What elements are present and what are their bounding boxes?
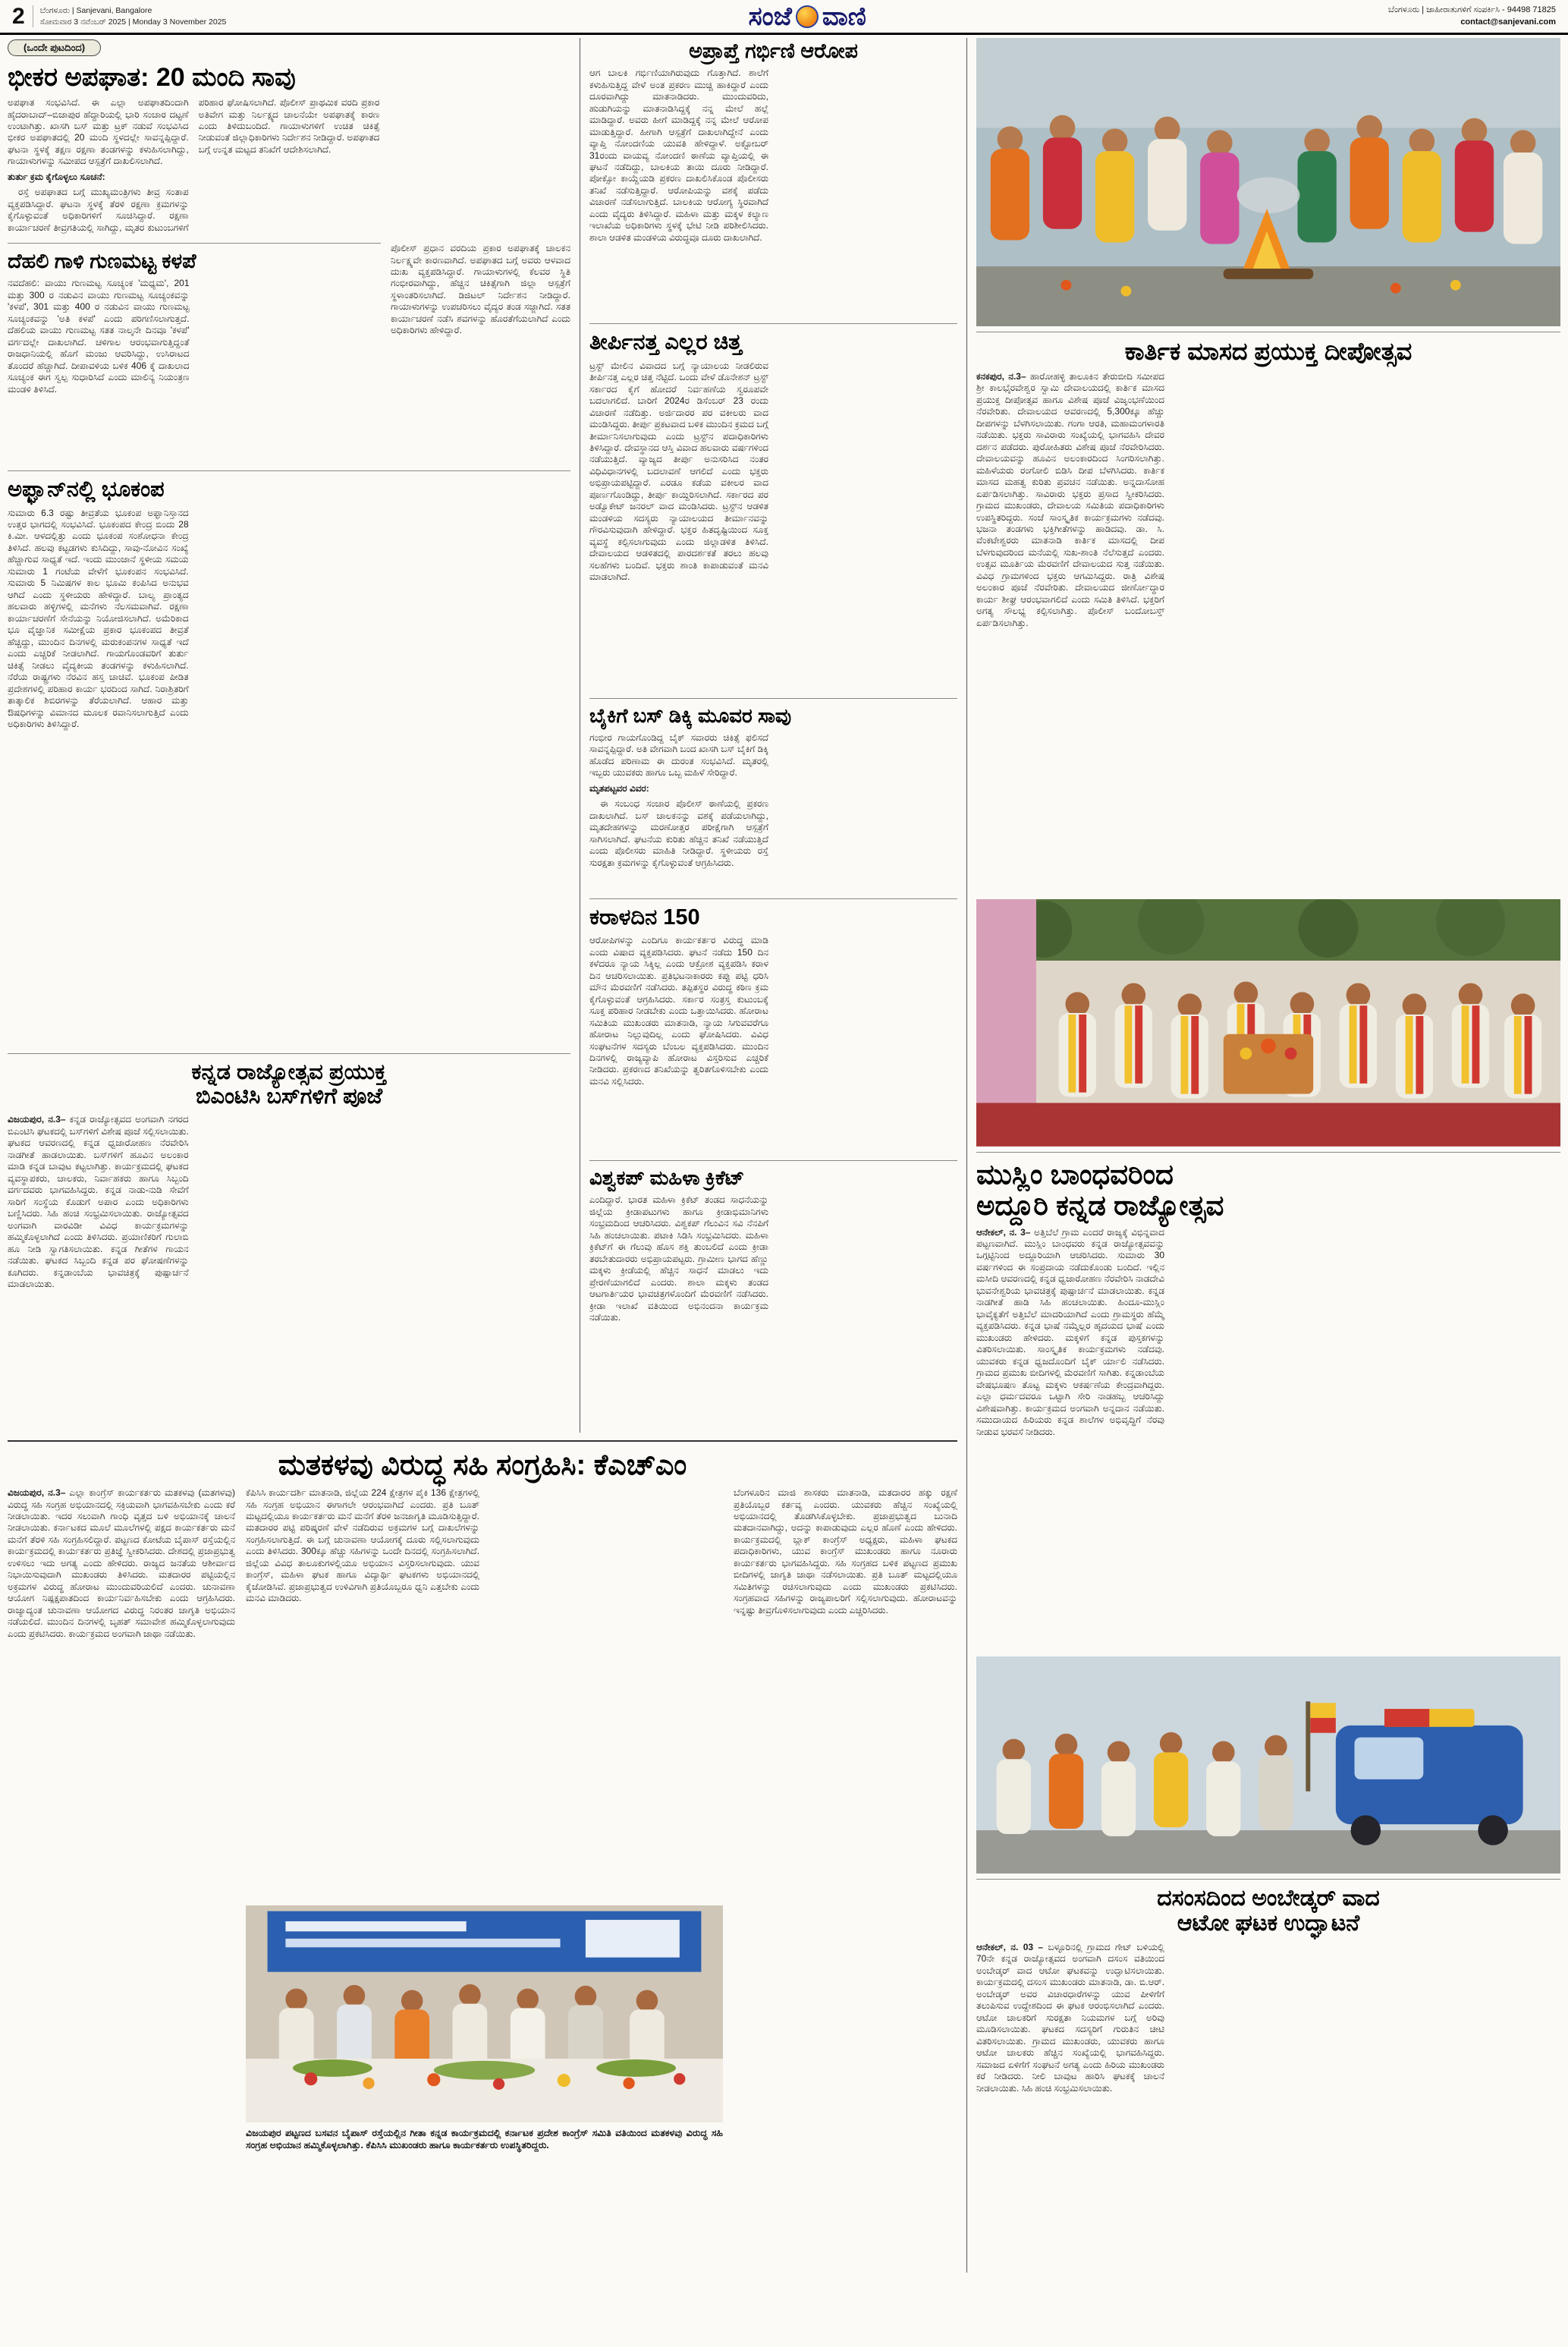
- edition-kannada: ಬೆಂಗಳೂರು: [39, 5, 70, 15]
- page-number: 2: [12, 3, 25, 29]
- article-muslim-headline-line1: ಮುಸ್ಲಿಂ ಬಾಂಧವರಿಂದ: [976, 1158, 1174, 1190]
- contact-email: contact@sanjevani.com: [1460, 17, 1556, 27]
- photo-rajyotsava-group-image: [976, 899, 1560, 1147]
- header-contact: [1388, 5, 1556, 29]
- article-khm-dateline: ವಿಜಯಪುರ, ನ.3–: [8, 1487, 66, 1499]
- article-khm-col1: ವಿಜಯಪುರ, ನ.3– ಎಲ್ಲಾ ಕಾಂಗ್ರೆಸ್ ಕಾರ್ಯಕರ್ತರು ಮತಕಳವು (ಮತಗಳವು) ವಿರುದ್ಧ ಸಹಿ ಸಂಗ್ರಹ ಅಭಿಯಾನದಲ್ಲಿ ಸಕ್ರಿಯವಾಗಿ ಭಾಗವಹಿಸಬೇಕು ಎಂದು ಕರೆ ನೀಡಲಾಯಿತು. ಇದರ ಸಲುವಾಗಿ ಗಾಂಧಿ ವೃತ್ತದ ಬಳಿ ಅಭಿಯಾನಕ್ಕೆ ಚಾಲನೆ ನೀಡಲಾಯಿತು. ಕರ್ನಾಟಕದ ಮೂಲೆ ಮೂಲೆಗಳಲ್ಲಿ ಪಕ್ಷದ ಕಾರ್ಯಕರ್ತರು ಮನೆ ಮನೆಗೆ ತೆರಳಿ ಸಹಿ ಸಂಗ್ರಹಿಸಲಿದ್ದಾರೆ. ಪಟ್ಟಣದ ಕೋಟೆಯ ಬೈಪಾಸ್ ರಸ್ತೆಯಲ್ಲಿನ ಕಾರ್ಯಕ್ರಮದಲ್ಲಿ ಕಾರ್ಯಕರ್ತರು ಪ್ರತಿಜ್ಞೆ ಸ್ವೀಕರಿಸಿದರು. ದೇಶದಲ್ಲಿ ಪ್ರಜಾಪ್ರಭುತ್ವ ಉಳಿಸಲು ಇದು ಅಗತ್ಯ ಎಂದು ಹೇಳಿದರು. ರಾಜ್ಯದ ಜನತೆಯ ಆಶೀರ್ವಾದ ನಿಭಾಯಿಸುವುದಾಗಿ ಮುಖಂಡರು ತಿಳಿಸಿದರು. ಮತದಾರರ ಪಟ್ಟಿಯಲ್ಲಿನ ಅಕ್ರಮಗಳ ವಿರುದ್ಧ ಹೋರಾಟ ಮುಂದುವರಿಯಲಿದೆ ಎಂದರು. ಚುನಾವಣಾ ಆಯೋಗ ನಿಷ್ಪಕ್ಷಪಾತದಿಂದ ಕಾರ್ಯನಿರ್ವಹಿಸಬೇಕು ಎಂದು ಆಗ್ರಹಿಸಿದರು. ರಾಜ್ಯಾದ್ಯಂತ ಚುನಾವಣಾ ಆಯೋಗದ ವಿರುದ್ಧ ನಿರಂತರ ಜಾಗೃತಿ ಅಭಿಯಾನ ನಡೆಯಲಿದೆ. ಮುಂದಿನ ದಿನಗಳಲ್ಲಿ ಬೃಹತ್ ಸಮಾವೇಶ ಹಮ್ಮಿಕೊಳ್ಳಲಾಗುವುದು ಎಂದು ಪ್ರಕಟಿಸಿದರು. ಕಾರ್ಯಕ್ರಮದ ಅಂಗವಾಗಿ ಜಾಥಾ ನಡೆಯಿತು.: [8, 1487, 235, 1639]
- page-header: [0, 0, 1568, 35]
- article-karala-body: ಆರೋಪಿಗಳನ್ನು ಎಂದಿಗೂ ಕಾರ್ಯಕರ್ತರ ವಿರುದ್ಧ ಮಾಡಿ ಎಂದು ವಿಷಾದ ವ್ಯಕ್ತಪಡಿಸಿದರು. ಘಟನೆ ನಡೆದು 150 ದಿನ ಕಳೆದರೂ ನ್ಯಾಯ ಸಿಕ್ಕಿಲ್ಲ ಎಂದು ಆಕ್ರೋಶ ವ್ಯಕ್ತಪಡಿಸಿ ಕರಾಳ ದಿನ ಆಚರಿಸಲಾಯಿತು. ಪ್ರತಿಭಟನಾಕಾರರು ಕಪ್ಪು ಪಟ್ಟಿ ಧರಿಸಿ ಮೌನ ಮೆರವಣಿಗೆ ನಡೆಸಿದರು. ತಪ್ಪಿತಸ್ಥರ ವಿರುದ್ಧ ಕಠಿಣ ಕ್ರಮ ಕೈಗೊಳ್ಳುವಂತೆ ಆಗ್ರಹಿಸಿದರು. ಸರ್ಕಾರ ಸಂತ್ರಸ್ತ ಕುಟುಂಬಕ್ಕೆ ಸೂಕ್ತ ಪರಿಹಾರ ನೀಡಬೇಕು ಎಂದು ಒತ್ತಾಯಿಸಿದರು. ಹೋರಾಟ ಸಮಿತಿಯ ಮುಖಂಡರು ಮಾತನಾಡಿ, ನ್ಯಾಯ ಸಿಗುವವರೆಗೂ ಹೋರಾಟ ನಿಲ್ಲುವುದಿಲ್ಲ ಎಂದು ಘೋಷಿಸಿದರು. ವಿವಿಧ ಸಂಘಟನೆಗಳ ಸದಸ್ಯರು ಬೆಂಬಲ ವ್ಯಕ್ತಪಡಿಸಿದರು. ಮುಂದಿನ ದಿನಗಳಲ್ಲಿ ರಾಜ್ಯವ್ಯಾಪಿ ಹೋರಾಟ ವಿಸ್ತರಿಸುವ ಎಚ್ಚರಿಕೆ ನೀಡಿದರು. ಪ್ರಕರಣದ ತನಿಖೆಯನ್ನು ತ್ವರಿತಗೊಳಿಸಬೇಕು ಎಂದು ಮನವಿ ಸಲ್ಲಿಸಿದರು.: [589, 935, 768, 1087]
- article-kartika-body: ಕನಕಪುರ, ನ.3– ಹಾರೋಹಳ್ಳಿ ತಾಲೂಕಿನ ತೇರುಬೀದಿ ಸಮೀಪದ ಶ್ರೀ ಕಾಲಭೈರವೇಶ್ವರ ಸ್ವಾಮಿ ದೇವಾಲಯದಲ್ಲಿ ಕಾರ್ತಿಕ ಮಾಸದ ಪ್ರಯುಕ್ತ ದೀಪೋತ್ಸವ ಹಾಗೂ ವಿಶೇಷ ಪೂಜೆ ವಿಜೃಂಭಣೆಯಿಂದ ನೆರವೇರಿತು. ದೇವಾಲಯದ ಆವರಣದಲ್ಲಿ 5,300ಕ್ಕೂ ಹೆಚ್ಚು ದೀಪಗಳನ್ನು ಬೆಳಗಿಸಲಾಯಿತು. ಗಂಗಾ ಆರತಿ, ಮಹಾಮಂಗಳಾರತಿ ನಡೆಯಿತು. ಭಕ್ತರು ಸಾವಿರಾರು ಸಂಖ್ಯೆಯಲ್ಲಿ ಭಾಗವಹಿಸಿ ದೇವರ ದರ್ಶನ ಪಡೆದರು. ಪುರೋಹಿತರು ವಿಶೇಷ ಪೂಜೆ ನೆರವೇರಿಸಿದರು. ದೇವಾಲಯವನ್ನು ಹೂವಿನ ಅಲಂಕಾರದಿಂದ ಸಿಂಗರಿಸಲಾಗಿತ್ತು. ಮಹಿಳೆಯರು ರಂಗೋಲಿ ಬಿಡಿಸಿ ದೀಪ ಬೆಳಗಿಸಿದರು. ಕಾರ್ತಿಕ ಮಾಸದ ಮಹತ್ವ ಕುರಿತು ಪ್ರವಚನ ನಡೆಯಿತು. ಅನ್ನದಾಸೋಹ ಏರ್ಪಡಿಸಲಾಗಿತ್ತು. ಸಾವಿರಾರು ಭಕ್ತರು ಪ್ರಸಾದ ಸ್ವೀಕರಿಸಿದರು. ಗ್ರಾಮದ ಮುಖಂಡರು, ದೇವಾಲಯ ಸಮಿತಿಯ ಪದಾಧಿಕಾರಿಗಳು ಉಪಸ್ಥಿತರಿದ್ದರು. ಸಂಜೆ ಸಾಂಸ್ಕೃತಿಕ ಕಾರ್ಯಕ್ರಮಗಳು ನಡೆದವು. ಭಜನಾ ತಂಡಗಳು ಭಕ್ತಿಗೀತೆಗಳನ್ನು ಹಾಡಿದವು. ಡಾ. ಸಿ. ವೆಂಕಟೇಶ್ವರರು ಮಾತನಾಡಿ ಕಾರ್ತಿಕ ಮಾಸದಲ್ಲಿ ದೀಪ ಬೆಳಗುವುದರಿಂದ ಮನೆಯಲ್ಲಿ ಸುಖ-ಶಾಂತಿ ನೆಲೆಸುತ್ತದೆ ಎಂದರು. ಉತ್ಸವ ಮೂರ್ತಿಯ ಮೆರವಣಿಗೆ ದೇವಾಲಯದ ಸುತ್ತ ನಡೆಯಿತು. ವಿವಿಧ ಗ್ರಾಮಗಳಿಂದ ಭಕ್ತರು ಆಗಮಿಸಿದ್ದರು. ರಾತ್ರಿ ವಿಶೇಷ ಅಲಂಕಾರ ಪೂಜೆ ನೆರವೇರಿತು. ದೇವಾಲಯದ ಜೀರ್ಣೋದ್ಧಾರ ಕಾರ್ಯ ಶೀಘ್ರ ಆರಂಭವಾಗಲಿದೆ ಎಂದು ಸಮಿತಿ ತಿಳಿಸಿದೆ. ಭಕ್ತರಿಗೆ ಅಗತ್ಯ ಸೌಲಭ್ಯ ಕಲ್ಪಿಸಲಾಗಿತ್ತು. ಪೊಲೀಸ್ ಬಂದೋಬಸ್ತ್ ಏರ್ಪಡಿಸಲಾಗಿತ್ತು.: [976, 370, 1164, 628]
- photo-signature-campaign: [246, 1905, 723, 2216]
- masthead: [749, 4, 866, 30]
- article-kartika: [976, 332, 1560, 895]
- article-afghan: [8, 470, 570, 1047]
- row-delhi: [8, 238, 570, 465]
- article-karala-din: [589, 898, 957, 1155]
- article-khm: [8, 1440, 957, 2273]
- article-delhi-body: ನವದೆಹಲಿ: ವಾಯು ಗುಣಮಟ್ಟ ಸೂಚ್ಯಂಕ 'ಮಧ್ಯಮ', 201 ಮತ್ತು 300 ರ ನಡುವಿನ ವಾಯು ಗುಣಮಟ್ಟ ಸೂಚ್ಯಂಕವನ್ನು 'ಕಳಪೆ', 301 ಮತ್ತು 400 ರ ನಡುವಿನ ವಾಯು ಗುಣಮಟ್ಟ ಸೂಚ್ಯಂಕವನ್ನು 'ಅತಿ ಕಳಪೆ' ಎಂದು ಪರಿಗಣಿಸಲಾಗುತ್ತದೆ. ದೆಹಲಿಯ ವಾಯು ಗುಣಮಟ್ಟ ಸತತ ನಾಲ್ಕನೇ ದಿನವೂ 'ಕಳಪೆ' ವರ್ಗದಲ್ಲೇ ದಾಖಲಾಗಿದೆ. ಚಳಿಗಾಲ ಆರಂಭವಾಗುತ್ತಿದ್ದಂತೆ ರಾಜಧಾನಿಯಲ್ಲಿ ಹೊಗೆ ಮಂಜು ಆವರಿಸಿದ್ದು, ಉಸಿರಾಟದ ತೊಂದರೆ ಹೆಚ್ಚಾಗಿದೆ. ದೀಪಾವಳಿಯ ಬಳಿಕ 406 ಕ್ಕೆ ದಾಖಲಾದ ಸೂಚ್ಯಂಕ ಈಗ ಸ್ವಲ್ಪ ಸುಧಾರಿಸಿದೆ ಎಂದು ಮಾಲಿನ್ಯ ನಿಯಂತ್ರಣ ಮಂಡಳಿ ತಿಳಿಸಿದೆ.: [8, 278, 190, 395]
- article-accident-continuation: ಪೊಲೀಸ್ ಪ್ರಧಾನ ವರದಿಯ ಪ್ರಕಾರ ಅಪಘಾತಕ್ಕೆ ಚಾಲಕನ ನಿರ್ಲಕ್ಷ್ಯವೇ ಕಾರಣವಾಗಿದೆ. ಅಪಘಾತದ ಬಗ್ಗೆ ಅವರು ಆಳವಾದ ದುಃಖ ವ್ಯಕ್ತಪಡಿಸಿದ್ದಾರೆ. ಗಾಯಾಳುಗಳಲ್ಲಿ ಕೆಲವರ ಸ್ಥಿತಿ ಗಂಭೀರವಾಗಿದ್ದು, ಹೆಚ್ಚಿನ ಚಿಕಿತ್ಸೆಗಾಗಿ ಜಿಲ್ಲಾ ಆಸ್ಪತ್ರೆಗೆ ಸ್ಥಳಾಂತರಿಸಲಾಗಿದೆ. ಡಿಜಿಟಲ್ ನಿರ್ದೇಶನ ನೀಡಿದ್ದಾರೆ. ಗಾಯಾಳುಗಳನ್ನು ಉಪಚರಿಸಲು ವೈದ್ಯರ ತಂಡ ಸಜ್ಜಾಗಿದೆ. ಸತತ ಕಾರ್ಯಾಚರಣೆ ನಡೆಸಿ ಶವಗಳನ್ನು ಹೊರತೆಗೆಯಲಾಗಿದೆ ಎಂದು ಅಧಿಕಾರಿಗಳು ಹೇಳಿದ್ದಾರೆ.: [391, 243, 570, 336]
- article-delhi: [8, 243, 381, 465]
- article-pregnant-body: ಆಗ ಬಾಲಕಿ ಗರ್ಭಿಣಿಯಾಗಿರುವುದು ಗೊತ್ತಾಗಿದೆ. ಶಾಲೆಗೆ ಕಳುಹಿಸುತ್ತಿದ್ದ ವೇಳೆ ಅಂತ ಪ್ರಕರಣ ಮುಚ್ಚಿ ಹಾಕಿದ್ದಾರೆ ಎಂದು ದೂರವಾಗಿದ್ದು ಮಾತನಾಡಿದರು. ಮುಂದುವರಿದು, ಹುಡುಗಿಯನ್ನು ಮಾತನಾಡಿಸಿದ್ದಕ್ಕೆ ನನ್ನ ಮೇಲೆ ಹಲ್ಲೆ ಮಾಡಿದ್ದಾರೆ. ಅವರು ಹೀಗೆ ಮಾಡಿದ್ದಕ್ಕೆ ನನ್ನ ಮೇಲೆ ಆರೋಪ ಮಾಡುತ್ತಿದ್ದಾರೆ. ಹೀಗಾಗಿ ಆಸ್ಪತ್ರೆಗೆ ದಾಖಲಾಗಿದ್ದೇನೆ ಎಂದು ವ್ಯಾಪ್ತಿ ನೋಂದಣಿಯ ಯುವತಿ ಹೇಳಿದ್ದಾಳೆ. ಅಕ್ಟೋಬರ್ 31ರಂದು ವಾಯವ್ಯ ನೋಂದಣಿ ಠಾಣೆಯ ವ್ಯಾಪ್ತಿಯಲ್ಲಿ ಈ ಘಟನೆ ನಡೆದಿದ್ದು, ಬಾಲಕಿಯ ತಾಯಿ ದೂರು ನೀಡಿದ್ದಾರೆ. ಪೋಕ್ಸೋ ಕಾಯ್ದೆಯಡಿ ಪ್ರಕರಣ ದಾಖಲಿಸಿಕೊಂಡ ಪೊಲೀಸರು ತನಿಖೆ ನಡೆಸುತ್ತಿದ್ದಾರೆ. ಆರೋಪಿಯನ್ನು ವಶಕ್ಕೆ ಪಡೆದು ವಿಚಾರಣೆ ನಡೆಸಲಾಗುತ್ತಿದೆ. ಬಾಲಕಿಯ ಆರೋಗ್ಯ ಸ್ಥಿರವಾಗಿದೆ ಎಂದು ವೈದ್ಯರು ತಿಳಿಸಿದ್ದಾರೆ. ಮಹಿಳಾ ಮತ್ತು ಮಕ್ಕಳ ಕಲ್ಯಾಣ ಇಲಾಖೆಯ ಅಧಿಕಾರಿಗಳು ಸ್ಥಳಕ್ಕೆ ಭೇಟಿ ನೀಡಿ ಪರಿಶೀಲಿಸಿದರು. ಶಾಲಾ ಆಡಳಿತ ಮಂಡಳಿಯ ವಿರುದ್ಧವೂ ದೂರು ದಾಖಲಾಗಿದೆ.: [589, 68, 768, 243]
- article-muslim-body: ಆನೇಕಲ್, ನ. 3– ಅತ್ತಿಬೆಲೆ ಗ್ರಾಮ ಎಂದರೆ ರಾಜ್ಯಕ್ಕೆ ವಿಭಿನ್ನವಾದ ಪಟ್ಟಣವಾಗಿದೆ. ಮುಸ್ಲಿಂ ಬಾಂಧವರು ಕನ್ನಡ ರಾಜ್ಯೋತ್ಸವವನ್ನು ಒಗ್ಗಟ್ಟಿನಿಂದ ಅದ್ದೂರಿಯಾಗಿ ಆಚರಿಸಿದರು. ಸುಮಾರು 30 ವರ್ಷಗಳಿಂದ ಈ ಸಂಪ್ರದಾಯ ನಡೆದುಕೊಂಡು ಬಂದಿದೆ. ಇಲ್ಲಿನ ಮಸೀದಿ ಆವರಣದಲ್ಲಿ ಕನ್ನಡ ಧ್ವಜಾರೋಹಣ ನೆರವೇರಿಸಿ ನಾಡದೇವಿ ಭುವನೇಶ್ವರಿಯ ಭಾವಚಿತ್ರಕ್ಕೆ ಪುಷ್ಪಾರ್ಚನೆ ಮಾಡಲಾಯಿತು. ಕನ್ನಡ ನಾಡಗೀತೆ ಹಾಡಿ ಸಿಹಿ ಹಂಚಲಾಯಿತು. ಹಿಂದೂ-ಮುಸ್ಲಿಂ ಭಾವೈಕ್ಯತೆಗೆ ಅತ್ತಿಬೆಲೆ ಮಾದರಿಯಾಗಿದೆ ಎಂದು ಗ್ರಾಮಸ್ಥರು ಹೆಮ್ಮೆ ವ್ಯಕ್ತಪಡಿಸಿದರು. ಕನ್ನಡ ಭಾಷೆ ನಮ್ಮೆಲ್ಲರ ಹೃದಯದ ಭಾಷೆ ಎಂದು ಮುಖಂಡರು ಹೇಳಿದರು. ಮಕ್ಕಳಿಗೆ ಕನ್ನಡ ಪುಸ್ತಕಗಳನ್ನು ವಿತರಿಸಲಾಯಿತು. ಸಾಂಸ್ಕೃತಿಕ ಕಾರ್ಯಕ್ರಮಗಳು ನಡೆದವು. ಯುವಕರು ಕನ್ನಡ ಧ್ವಜದೊಂದಿಗೆ ಬೈಕ್ ರ್ಯಾಲಿ ನಡೆಸಿದರು. ಗ್ರಾಮದ ಪ್ರಮುಖ ಬೀದಿಗಳಲ್ಲಿ ಮೆರವಣಿಗೆ ಸಾಗಿತು. ಕನ್ನಡಾಂಬೆಯ ವೇಷಭೂಷಣ ತೊಟ್ಟ ಮಕ್ಕಳು ಆಕರ್ಷಣೆಯ ಕೇಂದ್ರವಾಗಿದ್ದರು. ಎಲ್ಲಾ ಧರ್ಮದವರೂ ಒಟ್ಟಾಗಿ ಸೇರಿ ನಾಡಹಬ್ಬ ಆಚರಿಸಿದ್ದು ವಿಶೇಷವಾಗಿತ್ತು. ಕಾರ್ಯಕ್ರಮದ ಅಂಗವಾಗಿ ಅನ್ನದಾನ ನಡೆಯಿತು. ಸಮುದಾಯದ ಹಿರಿಯರು ಕನ್ನಡ ಶಾಲೆಗಳ ಅಭಿವೃದ್ಧಿಗೆ ನೆರವು ನೀಡುವ ಭರವಸೆ ನೀಡಿದರು.: [976, 1226, 1164, 1437]
- right-section: [966, 38, 1560, 2273]
- article-dasamsa-headline-line1: ದಸಂಸದಿಂದ ಅಂಬೇಡ್ಕರ್ ವಾದ: [1157, 1885, 1380, 1911]
- article-verdict-headline: ತೀರ್ಪಿನತ್ತ ಎಲ್ಲರ ಚಿತ್ತ: [589, 330, 742, 355]
- article-bike-accident: [589, 698, 957, 893]
- article-bmtc-headline-line2: ಬಿಎಂಟಿಸಿ ಬಸ್‌ಗಳಿಗೆ ಪೂಜೆ: [195, 1084, 383, 1109]
- article-bmtc-headline-line1: ಕನ್ನಡ ರಾಜ್ಯೋತ್ಸವ ಪ್ರಯುಕ್ತ: [191, 1059, 387, 1084]
- masthead-logo-icon: [796, 5, 819, 28]
- photo-rajyotsava-group: [976, 899, 1560, 1147]
- article-accident-lead: ಅಪಘಾತ ಸಂಭವಿಸಿದೆ. ಈ ಎಲ್ಲಾ ಅಪಘಾತದಿಂದಾಗಿ ಹೈದರಾಬಾದ್–ಬಿಜಾಪುರ ಹೆದ್ದಾರಿಯಲ್ಲಿ ಭಾರಿ ಸಂಚಾರ ದಟ್ಟಣೆ ಉಂಟಾಗಿತ್ತು. ಖಾಸಗಿ ಬಸ್ ಮತ್ತು ಟ್ರಕ್ ನಡುವೆ ಸಂಭವಿಸಿದ ಭೀಕರ ಅಪಘಾತದಲ್ಲಿ 20 ಮಂದಿ ಸ್ಥಳದಲ್ಲೇ ಸಾವನ್ನಪ್ಪಿದ್ದಾರೆ. ಘಟನಾ ಸ್ಥಳಕ್ಕೆ ತಕ್ಷಣ ರಕ್ಷಣಾ ತಂಡಗಳನ್ನು ಕಳುಹಿಸಲಾಗಿದ್ದು, ಗಾಯಾಳುಗಳನ್ನು ಸಮೀಪದ ಆಸ್ಪತ್ರೆಗೆ ದಾಖಲಿಸಲಾಗಿದೆ.: [8, 97, 189, 167]
- article-afghan-body: ಸುಮಾರು 6.3 ರಷ್ಟು ತೀವ್ರತೆಯ ಭೂಕಂಪ ಅಫ್ಘಾನಿಸ್ತಾನದ ಉತ್ತರ ಭಾಗದಲ್ಲಿ ಸಂಭವಿಸಿದೆ. ಭೂಕಂಪದ ಕೇಂದ್ರ ಬಿಂದು 28 ಕಿ.ಮೀ. ಆಳದಲ್ಲಿತ್ತು ಎಂದು ಭೂಕಂಪ ಸಂಶೋಧನಾ ಕೇಂದ್ರ ತಿಳಿಸಿದೆ. ಹಲವು ಕಟ್ಟಡಗಳು ಕುಸಿದಿದ್ದು, ಸಾವು-ನೋವಿನ ಸಂಖ್ಯೆ ಹೆಚ್ಚಾಗುವ ಸಾಧ್ಯತೆ ಇದೆ. ಇಂದು ಮುಂಜಾನೆ ಸ್ಥಳೀಯ ಸಮಯ ಸುಮಾರು 1 ಗಂಟೆಯ ವೇಳೆಗೆ ಭೂಕಂಪನ ಸಂಭವಿಸಿದೆ. ಸುಮಾರು 5 ನಿಮಿಷಗಳ ಕಾಲ ಭೂಮಿ ಕಂಪಿಸಿದ ಅನುಭವ ಆಗಿದೆ ಎಂದು ಸ್ಥಳೀಯರು ಹೇಳಿದ್ದಾರೆ. ಬಾಲ್ಯ ಪ್ರಾಂತ್ಯದ ಹಲವಾರು ಹಳ್ಳಿಗಳಲ್ಲಿ ಮನೆಗಳು ನೆಲಸಮವಾಗಿವೆ. ರಕ್ಷಣಾ ಕಾರ್ಯಾಚರಣೆಗೆ ಸೇನೆಯನ್ನು ನಿಯೋಜಿಸಲಾಗಿದೆ. ಅಮೆರಿಕಾದ ಭೂ ವೈಜ್ಞಾನಿಕ ಸಮೀಕ್ಷೆಯ ಪ್ರಕಾರ ಭೂಕಂಪದ ತೀವ್ರತೆ ಹೆಚ್ಚಿದ್ದು, ಮುಂದಿನ ದಿನಗಳಲ್ಲಿ ಮರುಕಂಪನಗಳ ಸಾಧ್ಯತೆ ಇದೆ ಎಂದು ಎಚ್ಚರಿಕೆ ನೀಡಲಾಗಿದೆ. ಗಾಯಗೊಂಡವರಿಗೆ ತುರ್ತು ಚಿಕಿತ್ಸೆ ನೀಡಲು ವೈದ್ಯಕೀಯ ತಂಡಗಳನ್ನು ಕಳುಹಿಸಲಾಗಿದೆ. ನೆರೆಯ ರಾಷ್ಟ್ರಗಳು ನೆರವಿನ ಹಸ್ತ ಚಾಚಿವೆ. ಭೂಕಂಪ ಪೀಡಿತ ಪ್ರದೇಶಗಳಲ್ಲಿ ಪರಿಹಾರ ಕಾರ್ಯ ಭರದಿಂದ ಸಾಗಿದೆ. ನಿರಾಶ್ರಿತರಿಗೆ ತಾತ್ಕಾಲಿಕ ಶಿಬಿರಗಳನ್ನು ತೆರೆಯಲಾಗಿದೆ. ಆಹಾರ ಮತ್ತು ಔಷಧಿಗಳನ್ನು ವಿಮಾನದ ಮೂಲಕ ರವಾನಿಸಲಾಗುತ್ತಿದೆ ಎಂದು ಅಧಿಕಾರಿಗಳು ತಿಳಿಸಿದ್ದಾರೆ.: [8, 507, 189, 729]
- left-section: [8, 38, 957, 2273]
- article-bike-subhead: ಮೃತಪಟ್ಟವರ ವಿವರ:: [589, 782, 649, 794]
- advertising-contact: ಬೆಂಗಳೂರು | ಜಾಹೀರಾತುಗಳಿಗೆ ಸಂಪರ್ಕಿಸಿ - 94498 71825: [1388, 5, 1556, 14]
- article-bike-headline: ಬೈಕಿಗೆ ಬಸ್ ಡಿಕ್ಕಿ ಮೂವರ ಸಾವು: [589, 703, 792, 727]
- date-kannada: ಸೋಮವಾರ 3 ನವೆಂಬರ್ 2025: [39, 17, 127, 27]
- article-bike-body: ಗಂಭೀರ ಗಾಯಗೊಂಡಿದ್ದ ಬೈಕ್ ಸವಾರರು ಚಿಕಿತ್ಸೆ ಫಲಿಸದೆ ಸಾವನ್ನಪ್ಪಿದ್ದಾರೆ. ಅತಿ ವೇಗವಾಗಿ ಬಂದ ಖಾಸಗಿ ಬಸ್ ಬೈಕಿಗೆ ಡಿಕ್ಕಿ ಹೊಡೆದ ಪರಿಣಾಮ ಈ ದುರಂತ ಸಂಭವಿಸಿದೆ. ಮೃತರಲ್ಲಿ ಇಬ್ಬರು ಯುವಕರು ಹಾಗೂ ಒಬ್ಬ ಮಹಿಳೆ ಸೇರಿದ್ದಾರೆ. ಮೃತಪಟ್ಟವರ ವಿವರ: ಈ ಸಂಬಂಧ ಸಂಚಾರ ಪೊಲೀಸ್ ಠಾಣೆಯಲ್ಲಿ ಪ್ರಕರಣ ದಾಖಲಾಗಿದೆ. ಬಸ್ ಚಾಲಕನನ್ನು ವಶಕ್ಕೆ ಪಡೆಯಲಾಗಿದ್ದು, ಮೃತದೇಹಗಳನ್ನು ಮರಣೋತ್ತರ ಪರೀಕ್ಷೆಗಾಗಿ ಆಸ್ಪತ್ರೆಗೆ ಸಾಗಿಸಲಾಗಿದೆ. ಘಟನೆಯ ಕುರಿತು ಹೆಚ್ಚಿನ ತನಿಖೆ ನಡೆಯುತ್ತಿದೆ ಎಂದು ಪೊಲೀಸರು ಮಾಹಿತಿ ನೀಡಿದ್ದಾರೆ. ಸ್ಥಳೀಯರು ರಸ್ತೆ ಸುರಕ್ಷತಾ ಕ್ರಮಗಳನ್ನು ಕೈಗೊಳ್ಳುವಂತೆ ಆಗ್ರಹಿಸಿದರು.: [589, 731, 768, 868]
- article-kartika-dateline: ಕನಕಪುರ, ನ.3–: [976, 370, 1026, 382]
- article-muslim-headline: [976, 1159, 1560, 1222]
- middle-articles: [580, 38, 957, 1433]
- upper-section: [8, 38, 957, 1433]
- article-cricket: [589, 1160, 957, 1367]
- page-body: [0, 35, 1568, 2273]
- photo-auto-inauguration-image: [976, 1656, 1560, 1874]
- article-dasamsa-headline: [976, 1886, 1560, 1936]
- article-accident-subhead: ತುರ್ತು ಕ್ರಮ ಕೈಗೊಳ್ಳಲು ಸೂಚನೆ:: [8, 171, 105, 182]
- article-bmtc: [8, 1053, 570, 1433]
- photo-signature-campaign-image: [246, 1905, 723, 2122]
- article-bmtc-body: ವಿಜಯಪುರ, ನ.3– ಕನ್ನಡ ರಾಜ್ಯೋತ್ಸವದ ಅಂಗವಾಗಿ ನಗರದ ಬಿಎಂಟಿಸಿ ಘಟಕದಲ್ಲಿ ಬಸ್‌ಗಳಿಗೆ ವಿಶೇಷ ಪೂಜೆ ಸಲ್ಲಿಸಲಾಯಿತು. ಘಟಕದ ಆವರಣದಲ್ಲಿ ಕನ್ನಡ ಧ್ವಜಾರೋಹಣ ನೆರವೇರಿಸಿ ನಾಡಗೀತೆ ಹಾಡಲಾಯಿತು. ಬಸ್‌ಗಳಿಗೆ ಹೂವಿನ ಅಲಂಕಾರ ಮಾಡಿ ಕನ್ನಡ ಬಾವುಟ ಕಟ್ಟಲಾಗಿತ್ತು. ಕಾರ್ಯಕ್ರಮದಲ್ಲಿ ಘಟಕದ ವ್ಯವಸ್ಥಾಪಕರು, ಚಾಲಕರು, ನಿರ್ವಾಹಕರು ಹಾಗೂ ಸಿಬ್ಬಂದಿ ವರ್ಗದವರು ಭಾಗವಹಿಸಿದ್ದರು. ಕನ್ನಡ ನಾಡು-ನುಡಿ ಸೇವೆಗೆ ಸಾರಿಗೆ ಸಂಸ್ಥೆಯ ಕೊಡುಗೆ ಅಪಾರ ಎಂದು ಅಧಿಕಾರಿಗಳು ಬಣ್ಣಿಸಿದರು. ಸಿಹಿ ಹಂಚಿ ಸಂಭ್ರಮಿಸಲಾಯಿತು. ರಾಜ್ಯೋತ್ಸವದ ಅಂಗವಾಗಿ ವಾರವಿಡೀ ವಿವಿಧ ಕಾರ್ಯಕ್ರಮಗಳನ್ನು ಹಮ್ಮಿಕೊಳ್ಳಲಾಗಿದೆ ಎಂದು ತಿಳಿಸಿದರು. ಪ್ರಯಾಣಿಕರಿಗೆ ಗುಲಾಬಿ ಹೂ ನೀಡಿ ಸ್ವಾಗತಿಸಲಾಯಿತು. ಕನ್ನಡ ಗೀತೆಗಳ ಗಾಯನ ನಡೆಯಿತು. ಘಟಕದ ಸಿಬ್ಬಂದಿ ಕನ್ನಡ ಪರ ಘೋಷಣೆಗಳನ್ನು ಕೂಗಿದರು. ಕನ್ನಡಾಂಬೆಯ ಭಾವಚಿತ್ರಕ್ಕೆ ಪುಷ್ಪಾರ್ಚನೆ ಮಾಡಲಾಯಿತು.: [8, 1114, 189, 1290]
- article-kartika-headline: ಕಾರ್ತಿಕ ಮಾಸದ ಪ್ರಯುಕ್ತ ದೀಪೋತ್ಸವ: [1124, 338, 1412, 366]
- article-accident: [8, 63, 570, 238]
- article-khm-col4: ಬೆಂಗಳೂರಿನ ಮಾಜಿ ಶಾಸಕರು ಮಾತನಾಡಿ, ಮತದಾರರ ಹಕ್ಕು ರಕ್ಷಣೆ ಪ್ರತಿಯೊಬ್ಬರ ಕರ್ತವ್ಯ ಎಂದರು. ಯುವಕರು ಹೆಚ್ಚಿನ ಸಂಖ್ಯೆಯಲ್ಲಿ ಅಭಿಯಾನದಲ್ಲಿ ತೊಡಗಿಸಿಕೊಳ್ಳಬೇಕು. ಪ್ರಜಾಪ್ರಭುತ್ವದ ಬುನಾದಿ ಮತದಾನವಾಗಿದ್ದು, ಅದನ್ನು ಕಾಪಾಡುವುದು ಎಲ್ಲರ ಹೊಣೆ ಎಂದು ಹೇಳಿದರು. ಕಾರ್ಯಕ್ರಮದಲ್ಲಿ ಬ್ಲಾಕ್ ಕಾಂಗ್ರೆಸ್ ಅಧ್ಯಕ್ಷರು, ಮಹಿಳಾ ಘಟಕದ ಪದಾಧಿಕಾರಿಗಳು, ಯುವ ಕಾಂಗ್ರೆಸ್ ಮುಖಂಡರು ಹಾಗೂ ನೂರಾರು ಕಾರ್ಯಕರ್ತರು ಭಾಗವಹಿಸಿದ್ದರು. ಸಹಿ ಸಂಗ್ರಹದ ಬಳಿಕ ಪಟ್ಟಣದ ಪ್ರಮುಖ ಬೀದಿಗಳಲ್ಲಿ ಜಾಗೃತಿ ಜಾಥಾ ನಡೆಸಲಾಯಿತು. ಪ್ರತಿ ಬೂತ್ ಮಟ್ಟದಲ್ಲಿಯೂ ಸಮಿತಿಗಳನ್ನು ರಚಿಸಲಾಗುವುದು ಎಂದು ಮುಖಂಡರು ಪ್ರಕಟಿಸಿದರು. ಸಂಗ್ರಹವಾದ ಸಹಿಗಳನ್ನು ರಾಜ್ಯಪಾಲರಿಗೆ ಸಲ್ಲಿಸಲಾಗುವುದು. ಹೋರಾಟವನ್ನು ಇನ್ನಷ್ಟು ತೀವ್ರಗೊಳಿಸಲಾಗುವುದು ಎಂದು ಎಚ್ಚರಿಸಿದರು.: [734, 1487, 957, 1616]
- article-khm-body: [8, 1487, 957, 2273]
- article-bmtc-dateline: ವಿಜಯಪುರ, ನ.3–: [8, 1114, 66, 1125]
- article-cricket-headline: ವಿಶ್ವಕಪ್ ಮಹಿಳಾ ಕ್ರಿಕೆಟ್: [589, 1166, 745, 1190]
- article-karala-headline: ಕರಾಳದಿನ 150: [589, 905, 700, 930]
- article-bmtc-headline: [8, 1060, 570, 1109]
- article-verdict-body: ಟ್ರಸ್ಟ್ ಮೇಲಿನ ವಿವಾದದ ಬಗ್ಗೆ ನ್ಯಾಯಾಲಯ ನೀಡಲಿರುವ ತೀರ್ಪಿನತ್ತ ಎಲ್ಲರ ಚಿತ್ತ ನೆಟ್ಟಿದೆ. ಒಂದು ವೇಳೆ ಡೊನೇಶನ್ ಟ್ರಸ್ಟ್ ಸರ್ಕಾರದ ಕೈಗೆ ಹೋದರೆ ನಿರ್ವಹಣೆಯ ಸ್ವರೂಪವೇ ಬದಲಾಗಲಿದೆ. ಬಾರಿಗೆ 2024ರ ಡಿಸೆಂಬರ್ 23 ರಂದು ವಿಚಾರಣೆ ನಡೆದಿತ್ತು. ಅರ್ಜಿದಾರರ ಪರ ವಕೀಲರು ವಾದ ಮಂಡಿಸಿದ್ದರು. ತೀರ್ಪು ಪ್ರಕಟವಾದ ಬಳಿಕ ಮುಂದಿನ ಕ್ರಮದ ಬಗ್ಗೆ ತೀರ್ಮಾನಿಸಲಾಗುವುದು ಎಂದು ಟ್ರಸ್ಟ್‌ನ ಪದಾಧಿಕಾರಿಗಳು ತಿಳಿಸಿದ್ದಾರೆ. ದೇವಸ್ಥಾನದ ಆಸ್ತಿ ವಿವಾದ ಹಲವಾರು ವರ್ಷಗಳಿಂದ ನಡೆಯುತ್ತಿದೆ. ವ್ಯಾಜ್ಯದ ತೀರ್ಪು ಅನುಸರಿಸಿದ ನಂತರ ವಿಧಿವಿಧಾನಗಳಲ್ಲಿ ಬದಲಾವಣೆ ಆಗಲಿದೆ ಎಂದು ಭಕ್ತರು ಅಭಿಪ್ರಾಯಪಟ್ಟಿದ್ದಾರೆ. ಎರಡೂ ಕಡೆಯ ವಕೀಲರ ವಾದ ಪೂರ್ಣಗೊಂಡಿದ್ದು, ತೀರ್ಪು ಕಾಯ್ದಿರಿಸಲಾಗಿದೆ. ಸರ್ಕಾರದ ಪರ ಅಡ್ವೊಕೇಟ್ ಜನರಲ್ ವಾದ ಮಂಡಿಸಿದರು. ಟ್ರಸ್ಟ್‌ನ ಆಡಳಿತ ಮಂಡಳಿಯ ಸದಸ್ಯರು ನ್ಯಾಯಾಲಯದ ತೀರ್ಮಾನವನ್ನು ಗೌರವಿಸುವುದಾಗಿ ಹೇಳಿದ್ದಾರೆ. ಭಕ್ತರ ಹಿತದೃಷ್ಟಿಯಿಂದ ಸೂಕ್ತ ವ್ಯವಸ್ಥೆ ಕಲ್ಪಿಸಲಾಗುವುದು ಎಂದು ಜಿಲ್ಲಾಡಳಿತ ತಿಳಿಸಿದೆ. ದೇವಾಲಯದ ಆಡಳಿತದಲ್ಲಿ ಪಾರದರ್ಶಕತೆ ತರಲು ಹಲವು ಸಲಹೆಗಳು ಬಂದಿವೆ. ಭಕ್ತರು ಶಾಂತಿ ಕಾಪಾಡುವಂತೆ ಮನವಿ ಮಾಡಲಾಗಿದೆ.: [589, 360, 768, 583]
- photo-signature-campaign-caption: ವಿಜಯಪುರ ಪಟ್ಟಣದ ಬಸವನ ಬೈಪಾಸ್ ರಸ್ತೆಯಲ್ಲಿನ ಗೀತಾ ಕನ್ನಡ ಕಾರ್ಯಕ್ರಮದಲ್ಲಿ ಕರ್ನಾಟಕ ಪ್ರದೇಶ ಕಾಂಗ್ರೆಸ್ ಸಮಿತಿ ವತಿಯಿಂದ ಮತಕಳವು ವಿರುದ್ಧ ಸಹಿ ಸಂಗ್ರಹ ಅಭಿಯಾನ ಹಮ್ಮಿಕೊಳ್ಳಲಾಗಿತ್ತು. ಕೆಪಿಸಿಸಿ ಮುಖಂಡರು ಹಾಗೂ ಕಾರ್ಯಕರ್ತರು ಉಪಸ್ಥಿತರಿದ್ದರು.: [246, 2127, 723, 2151]
- date-english: | Monday 3 November 2025: [127, 17, 227, 27]
- article-afghan-headline: ಅಫ್ಘಾನ್‌ನಲ್ಲಿ ಭೂಕಂಪ: [8, 477, 165, 502]
- article-delhi-headline: ದೆಹಲಿ ಗಾಳಿ ಗುಣಮಟ್ಟ ಕಳಪೆ: [8, 250, 196, 273]
- article-muslim-headline-line2: ಅದ್ದೂರಿ ಕನ್ನಡ ರಾಜ್ಯೋತ್ಸವ: [976, 1190, 1224, 1222]
- article-accident-body2: ರಸ್ತೆ ಅಪಘಾತದ ಬಗ್ಗೆ ಮುಖ್ಯಮಂತ್ರಿಗಳು ತೀವ್ರ ಸಂತಾಪ ವ್ಯಕ್ತಪಡಿಸಿದ್ದಾರೆ. ಘಟನಾ ಸ್ಥಳಕ್ಕೆ ತೆರಳಿ ರಕ್ಷಣಾ ಕ್ರಮಗಳನ್ನು ಕೈಗೊಳ್ಳುವಂತೆ ಅಧಿಕಾರಿಗಳಿಗೆ ಸೂಚಿಸಿದ್ದಾರೆ. ರಕ್ಷಣಾ ಕಾರ್ಯಾಚರಣೆ ತೀವ್ರಗತಿಯಲ್ಲಿ ಸಾಗಿದ್ದು, ಮೃತರ ಕುಟುಂಬಗಳಿಗೆ ಪರಿಹಾರ ಘೋಷಿಸಲಾಗಿದೆ. ಪೊಲೀಸ್ ಪ್ರಾಥಮಿಕ ವರದಿ ಪ್ರಕಾರ ಅತಿವೇಗ ಮತ್ತು ನಿರ್ಲಕ್ಷ್ಯದ ಚಾಲನೆಯೇ ಅಪಘಾತಕ್ಕೆ ಕಾರಣ ಎಂದು ತಿಳಿದುಬಂದಿದೆ. ಗಾಯಾಳುಗಳಿಗೆ ಉಚಿತ ಚಿಕಿತ್ಸೆ ನೀಡುವಂತೆ ಜಿಲ್ಲಾಧಿಕಾರಿಗಳು ನಿರ್ದೇಶನ ನೀಡಿದ್ದಾರೆ. ಅಪಘಾತದ ಬಗ್ಗೆ ಉನ್ನತ ಮಟ್ಟದ ತನಿಖೆಗೆ ಆದೇಶಿಸಲಾಗಿದೆ.: [8, 97, 380, 233]
- article-accident-headline: ಭೀಕರ ಅಪಘಾತ: 20 ಮಂದಿ ಸಾವು: [8, 63, 296, 92]
- article-muslim-rajyotsava: [976, 1152, 1560, 1652]
- article-verdict: [589, 323, 957, 692]
- article-khm-headline: ಮತಕಳವು ವಿರುದ್ಧ ಸಹಿ ಸಂಗ್ರಹಿಸಿ: ಕೆಎಚ್‌ಎಂ: [278, 1449, 687, 1482]
- edition-english: | Sanjevani, Bangalore: [71, 5, 152, 15]
- article-dasamsa-body: ಆನೇಕಲ್, ನ. 03 – ಬಳ್ಳೂರಿನಲ್ಲಿ ಗ್ರಾಮದ ಗೇಟ್ ಬಳಿಯಲ್ಲಿ 70ನೇ ಕನ್ನಡ ರಾಜ್ಯೋತ್ಸವದ ಅಂಗವಾಗಿ ದಸಂಸ ವತಿಯಿಂದ ಅಂಬೇಡ್ಕರ್ ವಾದ ಆಟೋ ಘಟಕವನ್ನು ಉದ್ಘಾಟಿಸಲಾಯಿತು. ಕಾರ್ಯಕ್ರಮದಲ್ಲಿ ದಸಂಸ ಮುಖಂಡರು ಮಾತನಾಡಿ, ಡಾ. ಬಿ.ಆರ್. ಅಂಬೇಡ್ಕರ್ ಅವರ ವಿಚಾರಧಾರೆಗಳನ್ನು ಯುವ ಪೀಳಿಗೆಗೆ ತಲುಪಿಸುವ ಉದ್ದೇಶದಿಂದ ಈ ಘಟಕ ಆರಂಭಿಸಲಾಗಿದೆ ಎಂದರು. ಆಟೋ ಚಾಲಕರಿಗೆ ಸುರಕ್ಷತಾ ನಿಯಮಗಳ ಬಗ್ಗೆ ಅರಿವು ಮೂಡಿಸಲಾಯಿತು. ಘಟಕದ ಸದಸ್ಯರಿಗೆ ಗುರುತಿನ ಚೀಟಿ ವಿತರಿಸಲಾಯಿತು. ಗ್ರಾಮದ ಮುಖಂಡರು, ಯುವಕರು ಹಾಗೂ ಆಟೋ ಚಾಲಕರು ಹೆಚ್ಚಿನ ಸಂಖ್ಯೆಯಲ್ಲಿ ಭಾಗವಹಿಸಿದ್ದರು. ಸಮಾಜದ ಏಳಿಗೆಗೆ ಸಂಘಟನೆ ಅಗತ್ಯ ಎಂದು ಹಿರಿಯ ಮುಖಂಡರು ಕರೆ ನೀಡಿದರು. ನೀಲಿ ಬಾವುಟ ಹಾರಿಸಿ ಘಟಕಕ್ಕೆ ಚಾಲನೆ ನೀಡಲಾಯಿತು. ಸಿಹಿ ಹಂಚಿ ಸಂಭ್ರಮಿಸಲಾಯಿತು.: [976, 1942, 1164, 2094]
- masthead-text-right: ವಾಣಿ: [822, 2, 866, 31]
- article-khm-col2: ಕೆಪಿಸಿಸಿ ಕಾರ್ಯದರ್ಶಿ ಮಾತನಾಡಿ, ಜಿಲ್ಲೆಯ 224 ಕ್ಷೇತ್ರಗಳ ಪೈಕಿ 136 ಕ್ಷೇತ್ರಗಳಲ್ಲಿ ಸಹಿ ಸಂಗ್ರಹ ಅಭಿಯಾನ ಈಗಾಗಲೇ ಆರಂಭವಾಗಿದೆ ಎಂದರು. ಪ್ರತಿ ಬೂತ್ ಮಟ್ಟದಲ್ಲಿಯೂ ಕಾರ್ಯಕರ್ತರು ಮನೆ ಮನೆಗೆ ತೆರಳಿ ಜನಜಾಗೃತಿ ಮೂಡಿಸುತ್ತಿದ್ದಾರೆ. ಮತದಾರರ ಪಟ್ಟಿ ಪರಿಷ್ಕರಣೆ ವೇಳೆ ನಡೆದಿರುವ ಅಕ್ರಮಗಳ ಬಗ್ಗೆ ದಾಖಲೆಗಳನ್ನು ಸಂಗ್ರಹಿಸಲಾಗುತ್ತಿದೆ. ಈ ಬಗ್ಗೆ ಚುನಾವಣಾ ಆಯೋಗಕ್ಕೆ ದೂರು ಸಲ್ಲಿಸಲಾಗುವುದು ಎಂದು ತಿಳಿಸಿದರು. 300ಕ್ಕೂ ಹೆಚ್ಚು ಸಹಿಗಳನ್ನು ಒಂದೇ ದಿನದಲ್ಲಿ ಸಂಗ್ರಹಿಸಲಾಗಿದೆ. ಜಿಲ್ಲೆಯ ವಿವಿಧ ತಾಲೂಕುಗಳಲ್ಲಿಯೂ ಅಭಿಯಾನ ವಿಸ್ತರಿಸಲಾಗುವುದು. ಯುವ ಕಾಂಗ್ರೆಸ್, ಮಹಿಳಾ ಘಟಕ ಹಾಗೂ ವಿದ್ಯಾರ್ಥಿ ಘಟಕಗಳು ಅಭಿಯಾನದಲ್ಲಿ ಕೈಜೋಡಿಸಿವೆ. ಪ್ರಜಾಪ್ರಭುತ್ವದ ಉಳಿವಿಗಾಗಿ ಪ್ರತಿಯೊಬ್ಬರೂ ಧ್ವನಿ ಎತ್ತಬೇಕು ಎಂದು ಮನವಿ ಮಾಡಿದರು.: [246, 1487, 479, 1604]
- article-dasamsa-headline-line2: ಆಟೋ ಘಟಕ ಉದ್ಘಾಟನೆ: [1177, 1911, 1360, 1936]
- article-cricket-body: ಎಂದಿದ್ದಾರೆ. ಭಾರತ ಮಹಿಳಾ ಕ್ರಿಕೆಟ್ ತಂಡದ ಸಾಧನೆಯನ್ನು ಜಿಲ್ಲೆಯ ಕ್ರೀಡಾಪಟುಗಳು ಹಾಗೂ ಕ್ರೀಡಾಭಿಮಾನಿಗಳು ಸಂಭ್ರಮದಿಂದ ಆಚರಿಸಿದರು. ವಿಶ್ವಕಪ್ ಗೆಲುವಿನ ಸವಿ ನೆನಪಿಗೆ ಸಿಹಿ ಹಂಚಲಾಯಿತು. ಪಟಾಕಿ ಸಿಡಿಸಿ ಸಂಭ್ರಮಿಸಿದರು. ಮಹಿಳಾ ಕ್ರಿಕೆಟ್‌ಗೆ ಈ ಗೆಲುವು ಹೊಸ ಶಕ್ತಿ ತುಂಬಲಿದೆ ಎಂದು ಕ್ರೀಡಾ ತರಬೇತುದಾರರು ಅಭಿಪ್ರಾಯಪಟ್ಟರು. ಗ್ರಾಮೀಣ ಭಾಗದ ಹೆಣ್ಣು ಮಕ್ಕಳು ಕ್ರೀಡೆಯಲ್ಲಿ ಹೆಚ್ಚಿನ ಸಾಧನೆ ಮಾಡಲು ಇದು ಪ್ರೇರಣೆಯಾಗಲಿದೆ ಎಂದರು. ಶಾಲಾ ಮಕ್ಕಳು ತಂಡದ ಆಟಗಾರ್ತಿಯರ ಭಾವಚಿತ್ರಗಳೊಂದಿಗೆ ಮೆರವಣಿಗೆ ನಡೆಸಿದರು. ಕ್ರೀಡಾ ಇಲಾಖೆ ವತಿಯಿಂದ ಅಭಿನಂದನಾ ಕಾರ್ಯಕ್ರಮ ನಡೆಯಿತು.: [589, 1194, 768, 1323]
- photo-deepotsava-ritual: [976, 38, 1560, 326]
- header-left: [12, 5, 226, 28]
- left-articles: [8, 38, 570, 1433]
- section-tag: (ಒಂದೇ ಪುಟದಿಂದ): [8, 39, 101, 56]
- article-pregnant: [589, 39, 957, 318]
- article-accident-body: [8, 97, 570, 238]
- publication-info: [33, 5, 227, 27]
- article-muslim-dateline: ಆನೇಕಲ್, ನ. 3–: [976, 1226, 1031, 1238]
- article-dasamsa-dateline: ಆನೇಕಲ್, ನ. 03 –: [976, 1942, 1044, 1952]
- photo-auto-inauguration: [976, 1656, 1560, 1874]
- article-khm-center: [246, 1487, 723, 2273]
- article-dasamsa-auto: [976, 1879, 1560, 2179]
- photo-deepotsava-ritual-image: [976, 38, 1560, 326]
- masthead-text-left: ಸಂಜೆ: [748, 2, 792, 31]
- article-pregnant-headline: ಅಪ್ರಾಪ್ತೆ ಗರ್ಭಿಣಿ ಆರೋಪ: [689, 39, 858, 62]
